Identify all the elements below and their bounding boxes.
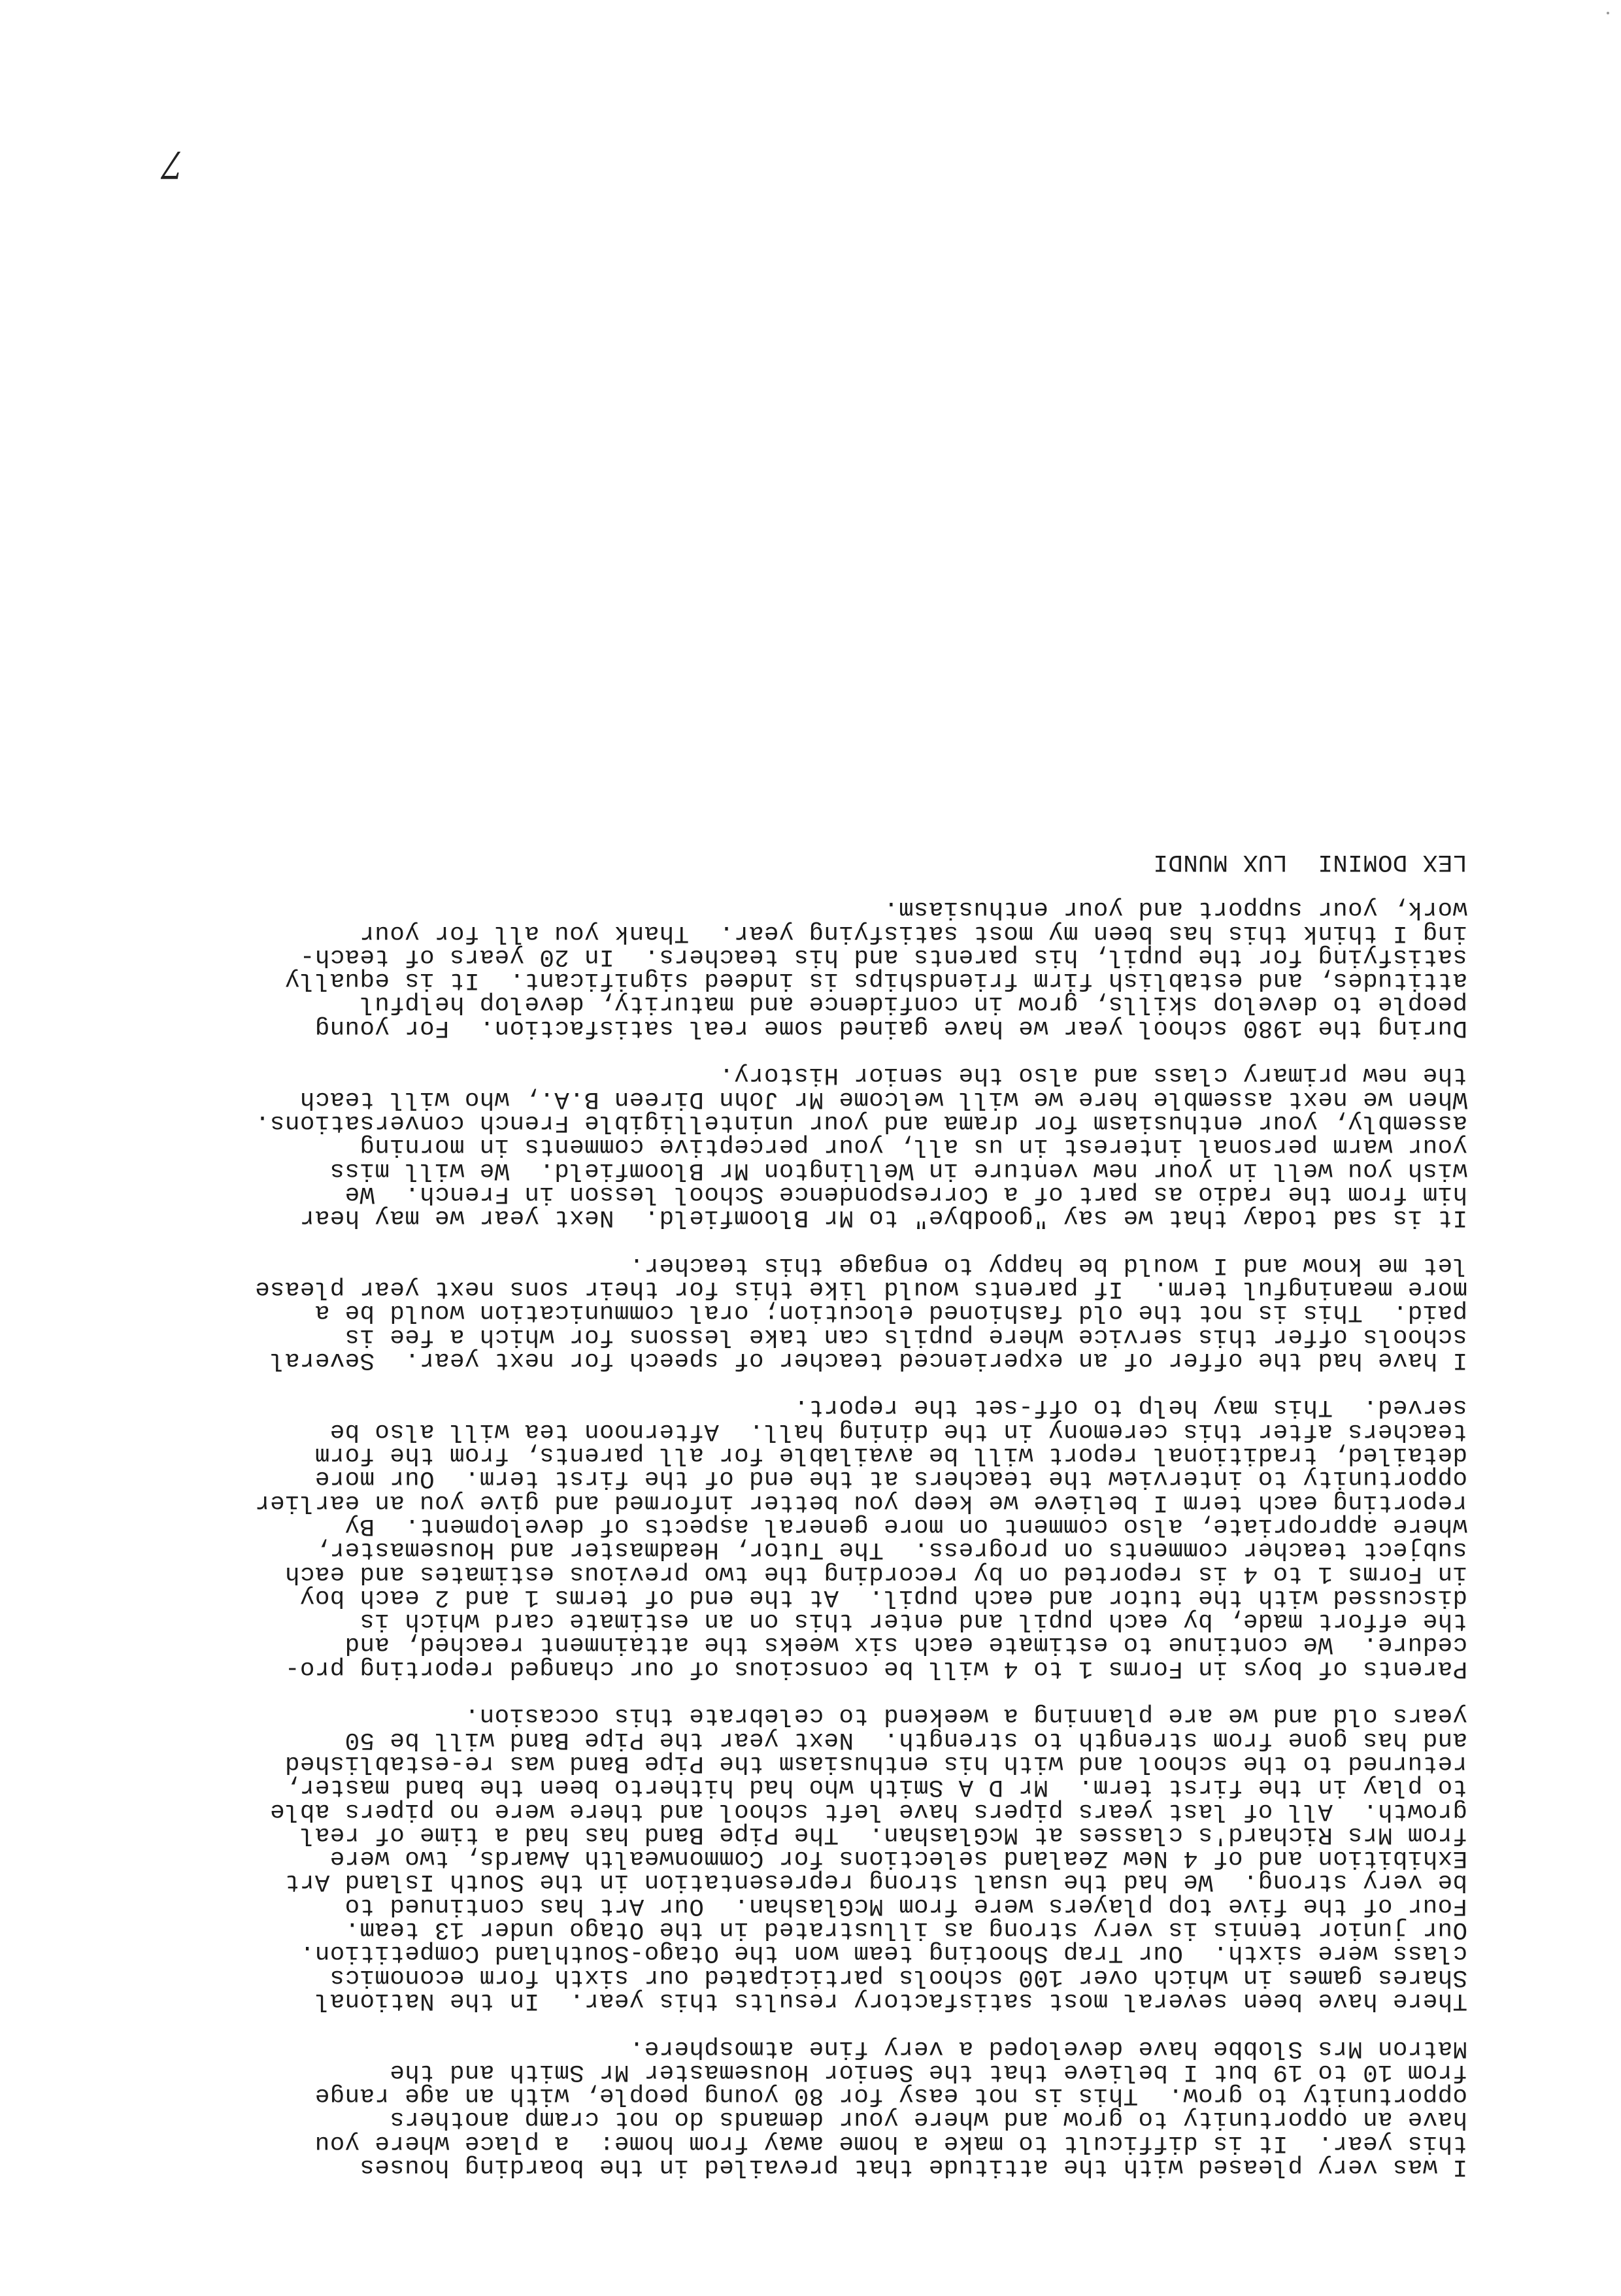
text-line: in Forms 1 to 4 is reported on by recording the two previous estimates and each bbox=[284, 1559, 1467, 1587]
text-line: Four of the five top players were from McGlashan. Our Art has continued to bbox=[344, 1891, 1467, 1919]
text-line: opportunity to interview the teachers at the end of the first term. Our more bbox=[314, 1464, 1467, 1493]
text-line: served. This may help to off-set the report. bbox=[794, 1393, 1467, 1421]
text-line: I have had the offer of an experienced teacher of speech for next year. Several bbox=[269, 1345, 1467, 1374]
text-line: reporting each term I believe we keep you better informed and give you an earlier bbox=[254, 1488, 1467, 1516]
text-line: discussed with the tutor and each pupil. At the end of terms 1 and 2 each boy bbox=[299, 1583, 1467, 1611]
text-line: your warm personal interest in us all, your perceptive comments in morning bbox=[359, 1132, 1467, 1160]
text-line: from 10 to 19 but I believe that the Senior Housemaster Mr Smith and the bbox=[389, 2057, 1467, 2085]
text-line: There have been several most satisfactory results this year. In the National bbox=[314, 1986, 1467, 2014]
page-number: 7 bbox=[162, 143, 183, 189]
paragraph-results bbox=[141, 1704, 1467, 2012]
text-line: subject teacher comments on progress. The Tutor, Headmaster and Housemaster, bbox=[314, 1536, 1467, 1564]
text-line: opportunity to grow. This is not easy for 80 young people, with an age range bbox=[314, 2082, 1467, 2110]
text-line: schools offer this service where pupils can take lessons for which a fee is bbox=[344, 1322, 1467, 1350]
paragraph-speech bbox=[141, 1251, 1467, 1374]
text-line: During the 1980 school year we have gained some real satisfaction. For young bbox=[314, 1013, 1467, 1041]
text-line: Our junior tennis is very strong as illustrated in the Otago under 13 team. bbox=[344, 1916, 1467, 1944]
text-line: more meaningful term. If parents would like this for their sons next year please bbox=[254, 1275, 1467, 1303]
text-line: be very strong. We had the usual strong representation in the South Island Art bbox=[284, 1868, 1467, 1896]
text-line: satisfying for the pupil, his parents and his teachers. In 20 years of teach- bbox=[299, 942, 1467, 970]
paragraph-reporting bbox=[141, 1395, 1467, 1680]
text-line: assembly, your enthusiasm for drama and your unintelligible French conversations. bbox=[254, 1108, 1467, 1136]
text-line: attitudes, and establish firm friendships is indeed significant. It is equally bbox=[284, 966, 1467, 994]
text-line: years old and we are planning a weekend to celebrate this occasion. bbox=[464, 1702, 1467, 1730]
text-line: paid. This is not the old fashioned elocution; oral communication would be a bbox=[314, 1298, 1467, 1326]
scan-speck bbox=[1607, 12, 1609, 14]
text-line: returned to the school and with his enthusiasm the Pipe Band was re-established bbox=[284, 1749, 1467, 1777]
text-line: let me know and I would be happy to engage this teacher. bbox=[629, 1251, 1467, 1279]
school-motto: LEX DOMINI LUX MUNDI bbox=[1153, 847, 1467, 875]
text-line: Exhibition and of 4 New Zealand selections for Commonwealth Awards, two were bbox=[329, 1844, 1467, 1872]
text-line: It is sad today that we say "goodbye" to Mr Bloomfield. Next year we may hear bbox=[299, 1204, 1467, 1232]
paragraph-list bbox=[141, 897, 1467, 2178]
text-line: growth. All of last years pipers have left school and there were no pipers able bbox=[269, 1797, 1467, 1825]
paragraph-goodbye bbox=[141, 1061, 1467, 1232]
text-line: Matron Mrs Slobbe have developed a very fine atmosphere. bbox=[629, 2034, 1467, 2062]
text-line: cedure. We continue to estimate each six weeks the attainment reached, and bbox=[344, 1630, 1467, 1659]
text-line: Shares games in which over 100 schools participated our sixth form economics bbox=[329, 1963, 1467, 1991]
text-line: When we next assemble here we will welcome Mr John Direen B.A., who will teach bbox=[299, 1085, 1467, 1113]
paragraph-boarding bbox=[141, 2036, 1467, 2178]
text-line: Parents of boys in Forms 1 to 4 will be conscious of our changed reporting pro- bbox=[284, 1654, 1467, 1682]
text-line: the new primary class and also the senior History. bbox=[718, 1061, 1467, 1089]
text-line: work, your support and your enthusiasm. bbox=[883, 895, 1467, 923]
text-line: I was very pleased with the attitude that prevailed in the boarding houses bbox=[359, 2153, 1467, 2180]
text-line: people to develop skills, grow in confidence and maturity, develop helpful bbox=[359, 990, 1467, 1018]
text-line: wish you well in your new venture in Wellington Mr Bloomfield. We will miss bbox=[329, 1156, 1467, 1184]
text-line: and has gone from strength to strength. Next year the Pipe Band will be 50 bbox=[344, 1725, 1467, 1753]
text-line: class were sixth. Our Trap Shooting team won the Otago-Southland Competition. bbox=[299, 1939, 1467, 1967]
text-line: to play in the first term. Mr D A Smith who had hitherto been the band master, bbox=[284, 1773, 1467, 1801]
letter-body bbox=[141, 849, 1467, 2178]
text-line: this year. It is difficult to make a home away from home: a place where you bbox=[314, 2129, 1467, 2157]
text-line: him from the radio as part of a Correspondence School lesson in French. We bbox=[344, 1179, 1467, 1207]
text-line: detailed, traditional report will be available for all parents, from the form bbox=[314, 1441, 1467, 1469]
paragraph-closing bbox=[141, 897, 1467, 1039]
text-line: from Mrs Richard's classes at McGlashan. The Pipe Band has had a time of real bbox=[299, 1820, 1467, 1848]
text-line: the effort made, by each pupil and enter this on an estimate card which is bbox=[359, 1607, 1467, 1635]
text-line: have an opportunity to grow and where your demands do not cramp anothers bbox=[389, 2105, 1467, 2133]
text-line: ing I think this has been my most satisfying year. Thank you all for your bbox=[359, 919, 1467, 947]
text-line: teachers after this ceremony in the dining hall. Afternoon tea will also be bbox=[329, 1417, 1467, 1445]
text-line: where appropriate, also comment on more general aspects of development. By bbox=[344, 1511, 1467, 1540]
